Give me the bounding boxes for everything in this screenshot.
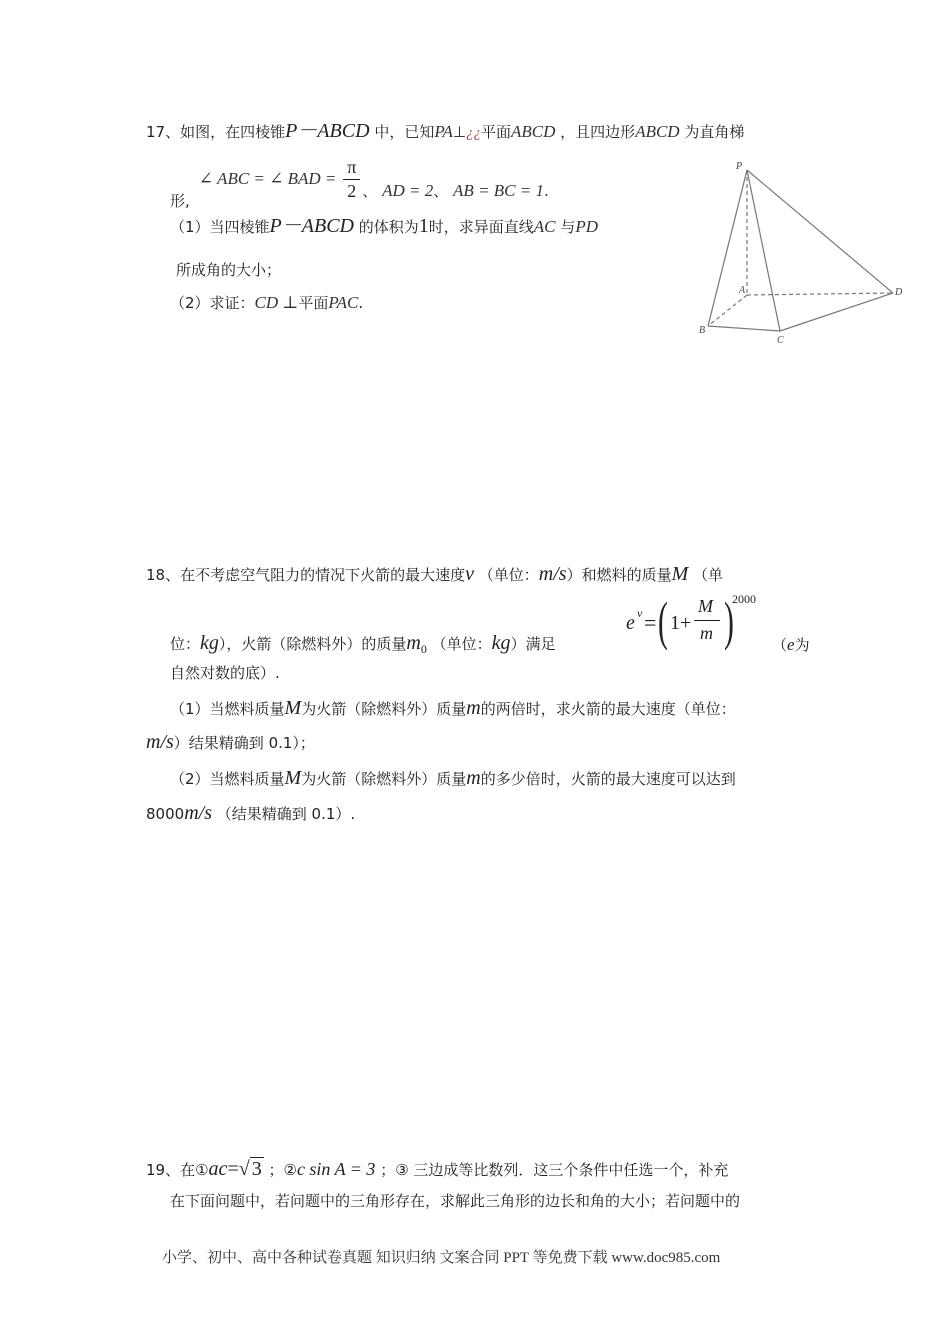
q18-text-b: （单位： xyxy=(478,566,539,584)
q18-p2-math-M: M xyxy=(284,767,302,789)
q17-p1-math-pabcd: P－ABCD xyxy=(269,215,354,237)
formula-e: e xyxy=(626,612,635,634)
q18-p1-math-M: M xyxy=(284,697,302,719)
sqrt-radicand: 3 xyxy=(251,1158,262,1180)
q19-line2 xyxy=(170,1192,740,1212)
q17-line1 xyxy=(146,118,744,144)
q17-p1-math-one: 1 xyxy=(418,215,429,237)
q17-frac-num: π xyxy=(343,156,360,180)
q17-period: . xyxy=(543,182,549,201)
q17-part2 xyxy=(170,292,363,314)
q17-p1-text-c: 时，求异面直线 xyxy=(428,218,534,236)
q17-p1-text-b: 的体积为 xyxy=(358,218,419,236)
q19-math-csin: c sin A = 3 xyxy=(296,1159,376,1179)
q17-text-c: 平面 xyxy=(480,123,511,141)
edge-cd xyxy=(780,293,893,331)
edge-pb xyxy=(708,170,747,326)
q17-perp-symbol: ⊥ xyxy=(452,123,466,141)
q18-math-kg: kg xyxy=(200,632,219,654)
formula-exponent: 2000 xyxy=(732,592,756,606)
q18-text-c: ）和燃料的质量 xyxy=(566,566,672,584)
q17-p2-text-a: （2）求证： xyxy=(170,294,255,312)
q19-math-eq: = xyxy=(227,1158,239,1180)
q18-text-rocket: ），火箭（除燃料外）的质量 xyxy=(218,635,407,653)
q18-text-paren: （ xyxy=(772,636,788,654)
q18-math-m0: m xyxy=(406,632,421,654)
label-d: D xyxy=(895,287,903,298)
q17-p2-math-pac: PAC xyxy=(328,293,359,312)
q18-math-m0-sub: 0 xyxy=(420,642,427,656)
q17-text-e: 为直角梯 xyxy=(684,123,745,141)
q18-part1-cont xyxy=(146,729,315,755)
formula-rparen: ) xyxy=(724,591,734,651)
q18-p1-text-a: （1）当燃料质量 xyxy=(170,700,285,718)
edge-ad xyxy=(747,293,893,295)
q19-text-b: ；② xyxy=(268,1161,297,1179)
q17-p1-text-e: 所成角的大小； xyxy=(176,261,282,279)
label-b: B xyxy=(699,325,706,336)
q17-text-b: 中，已知 xyxy=(374,123,435,141)
q18-p2-text-a: （2）当燃料质量 xyxy=(170,770,285,788)
q18-p1-math-m: m xyxy=(466,697,481,719)
q18-math-ms: m/s xyxy=(538,563,567,585)
q18-p2-text-c: 的多少倍时，火箭的最大速度可以达到 xyxy=(480,770,736,788)
label-p: P xyxy=(736,161,743,172)
q18-text-unit2: （单位： xyxy=(431,635,492,653)
q18-text-unit: 位： xyxy=(170,635,201,653)
q18-p1-text-c: 的两倍时，求火箭的最大速度（单位： xyxy=(480,700,736,718)
q18-math-kg2: kg xyxy=(491,632,511,654)
edge-ab xyxy=(708,295,747,326)
q18-p2-text-e: （结果精确到 0.1）. xyxy=(216,805,356,823)
q18-p1-text-d: ）结果精确到 0.1）； xyxy=(173,734,315,752)
page-footer: 小学、初中、高中各种试卷真题 知识归纳 文案合同 PPT 等免费下载 www.doc985.com xyxy=(162,1250,721,1266)
sqrt-symbol: √ xyxy=(238,1158,250,1180)
q17-math-abbc: AB = BC = 1 xyxy=(453,181,544,201)
q17-sep2: 、 xyxy=(433,182,449,201)
q17-text-xing: 形, xyxy=(170,192,190,211)
label-c: C xyxy=(777,335,784,346)
q17-math-pa: PA xyxy=(434,122,453,141)
q18-text-wei: 为 xyxy=(794,636,810,654)
q17-line2 xyxy=(170,156,549,211)
q17-math-abcd: ABCD xyxy=(511,122,556,141)
q19-line1 xyxy=(146,1156,728,1182)
q17-p1-math-pd: PD xyxy=(575,217,598,236)
formula-v: v xyxy=(637,606,643,620)
q17-part1 xyxy=(170,213,598,239)
q19-sqrt3 xyxy=(239,1157,264,1180)
q18-text-base: 自然对数的底）. xyxy=(170,664,280,682)
q17-p2-period: . xyxy=(358,294,364,312)
q17-text-a: 17、如图，在四棱锥 xyxy=(146,123,286,141)
formula-eq: = xyxy=(644,610,657,635)
formula-frac-m: m xyxy=(700,623,713,643)
q18-part1 xyxy=(170,695,736,721)
formula-one-plus: 1+ xyxy=(670,612,692,634)
q18-line2-tail xyxy=(772,634,810,656)
q18-p1-math-ms: m/s xyxy=(146,731,174,753)
pyramid-figure xyxy=(690,155,910,350)
q18-text-a: 18、在不考虑空气阻力的情况下火箭的最大速度 xyxy=(146,566,466,584)
q18-p2-math-ms: m/s xyxy=(184,802,212,824)
q18-line1 xyxy=(146,561,723,587)
q17-math-pabcd: P－ABCD xyxy=(285,120,370,142)
q19-text-a: 19、在① xyxy=(146,1161,209,1179)
q19-math-ac: ac xyxy=(208,1158,228,1180)
q17-p1-math-ac: AC xyxy=(533,217,556,236)
q18-text-satisfy: ）满足 xyxy=(510,635,556,653)
q17-frac-pi-over-2 xyxy=(343,156,360,204)
label-a: A xyxy=(739,285,746,296)
q18-p2-number: 8000 xyxy=(146,805,185,823)
q19-text-c: ；③ 三边成等比数列．这三个条件中任选一个，补充 xyxy=(380,1161,729,1179)
q17-p2-math-cd: CD ⊥ xyxy=(254,293,299,312)
q17-garbled-glyph: ¿¿ xyxy=(465,125,481,141)
q17-math-abcd2: ABCD xyxy=(635,122,680,141)
q18-part2 xyxy=(170,765,736,791)
q17-math-ad: AD = 2 xyxy=(382,181,434,201)
q18-math-v: v xyxy=(465,563,474,585)
q17-text-d: ，且四边形 xyxy=(560,123,636,141)
q17-frac-den: 2 xyxy=(347,181,357,202)
q17-sep1: 、 xyxy=(362,182,378,201)
q18-math-M: M xyxy=(671,563,689,585)
q17-math-angle: ∠ ABC = ∠ BAD = xyxy=(198,169,337,189)
q18-text-d: （单 xyxy=(693,566,724,584)
edge-bc xyxy=(708,326,780,331)
q18-math-e: e xyxy=(787,635,795,654)
q17-p1-text-a: （1）当四棱锥 xyxy=(170,218,270,236)
q17-p1-text-d: 与 xyxy=(560,218,576,236)
q17-part1-cont xyxy=(176,261,281,281)
q18-line2 xyxy=(170,630,556,658)
q18-p2-text-b: 为火箭（除燃料外）质量 xyxy=(301,770,467,788)
formula-frac-bar xyxy=(694,620,720,621)
q18-line3 xyxy=(170,664,280,684)
q18-p1-text-b: 为火箭（除燃料外）质量 xyxy=(301,700,467,718)
q18-part2-cont xyxy=(146,800,355,826)
formula-lparen: ( xyxy=(658,591,668,651)
q18-p2-math-m: m xyxy=(466,767,481,789)
formula-frac-M: M xyxy=(698,596,713,616)
q17-p2-text-b: 平面 xyxy=(298,294,329,312)
q18-formula xyxy=(626,592,761,652)
q19-text-line2: 在下面问题中，若问题中的三角形存在，求解此三角形的边长和角的大小；若问题中的 xyxy=(170,1192,741,1210)
